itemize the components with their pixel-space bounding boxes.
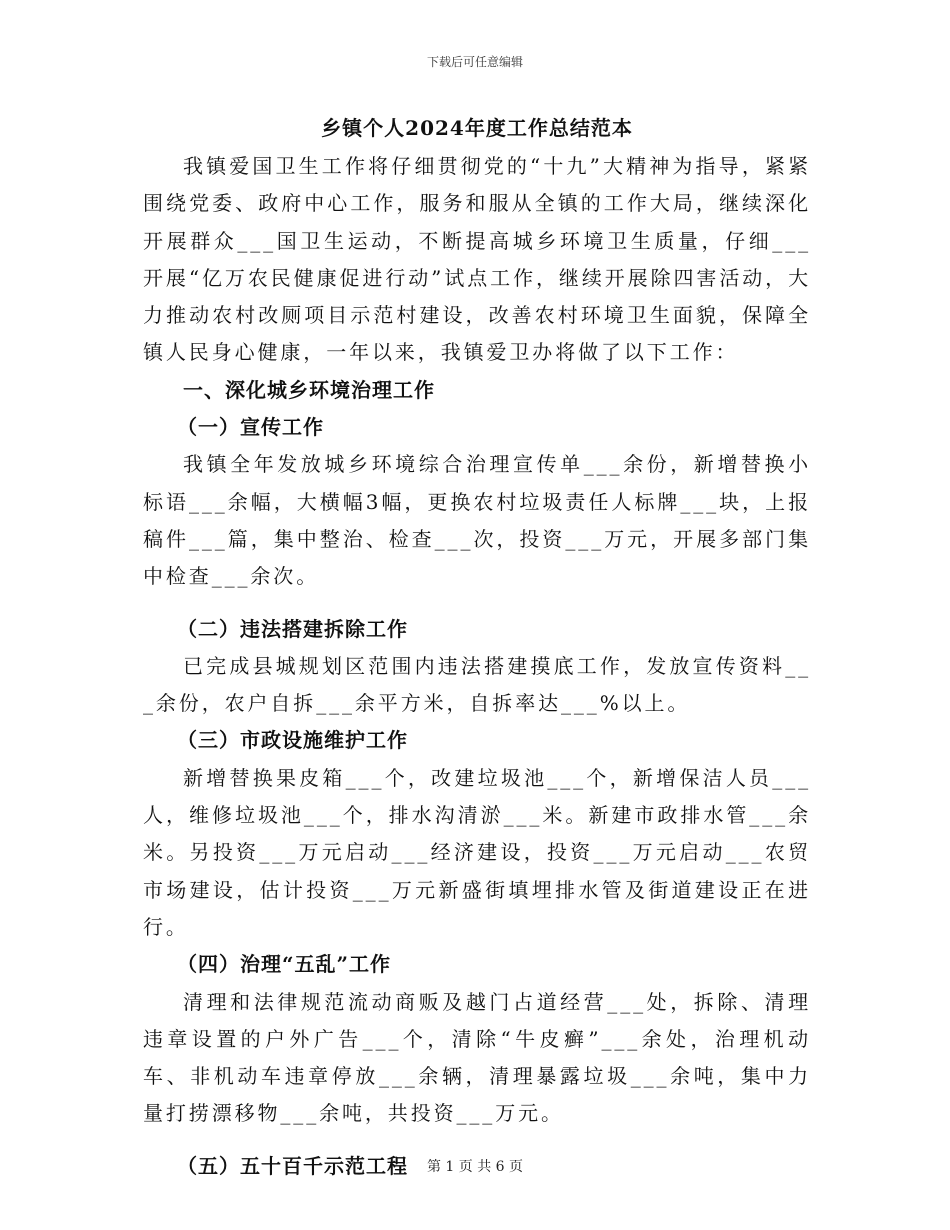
subsection-heading-5: （五）五十百千示范工程 <box>177 1153 408 1178</box>
page-number: 第 1 页 共 6 页 <box>426 1159 524 1175</box>
subsection-text-3: 新增替换果皮箱___个，改建垃圾池___个，新增保洁人员___人，维修垃圾池___个，排水沟清淤___米。新建市政排水管___余米。另投资___万元启动___经济建设，投资___万元启动___农贸市场建设，估计投资___万元新盛街填埋排水管及街道建设正在进行。 <box>143 765 811 939</box>
header-note: 下载后可任意编辑 <box>426 55 523 69</box>
document-body <box>143 112 811 1185</box>
subsection-heading-3: （三）市政设施维护工作 <box>177 728 408 753</box>
section-heading-1: 一、深化城乡环境治理工作 <box>183 377 435 402</box>
subsection-text-1: 我镇全年发放城乡环境综合治理宣传单___余份，新增替换小标语___余幅，大横幅3幅，更换农村垃圾责任人标牌___块，上报稿件___篇，集中整治、检查___次，投资___万元，开展多部门集中检查___余次。 <box>143 452 811 589</box>
subsection-heading-2: （二）违法搭建拆除工作 <box>177 616 408 641</box>
subsection-text-2: 已完成县城规划区范围内违法搭建摸底工作，发放宣传资料___余份，农户自拆___余平方米，自拆率达___%以上。 <box>143 653 811 716</box>
intro-paragraph: 我镇爱国卫生工作将仔细贯彻党的“十九”大精神为指导，紧紧围绕党委、政府中心工作，服务和服从全镇的工作大局，继续深化开展群众___国卫生运动，不断提高城乡环境卫生质量，仔细___开展“亿万农民健康促进行动”试点工作，继续开展除四害活动，大力推动农村改厕项目示范村建设，改善农村环境卫生面貌，保障全镇人民身心健康，一年以来，我镇爱卫办将做了以下工作： <box>143 154 811 365</box>
subsection-heading-4: （四）治理“五乱”工作 <box>177 952 392 977</box>
document-title: 乡镇个人2024年度工作总结范本 <box>321 116 633 140</box>
subsection-text-4: 清理和法律规范流动商贩及越门占道经营___处，拆除、清理违章设置的户外广告___个，清除“牛皮癣”___余处，治理机动车、非机动车违章停放___余辆，清理暴露垃圾___余吨，集中力量打捞漂移物___余吨，共投资___万元。 <box>143 989 811 1126</box>
subsection-heading-1: （一）宣传工作 <box>177 415 324 440</box>
